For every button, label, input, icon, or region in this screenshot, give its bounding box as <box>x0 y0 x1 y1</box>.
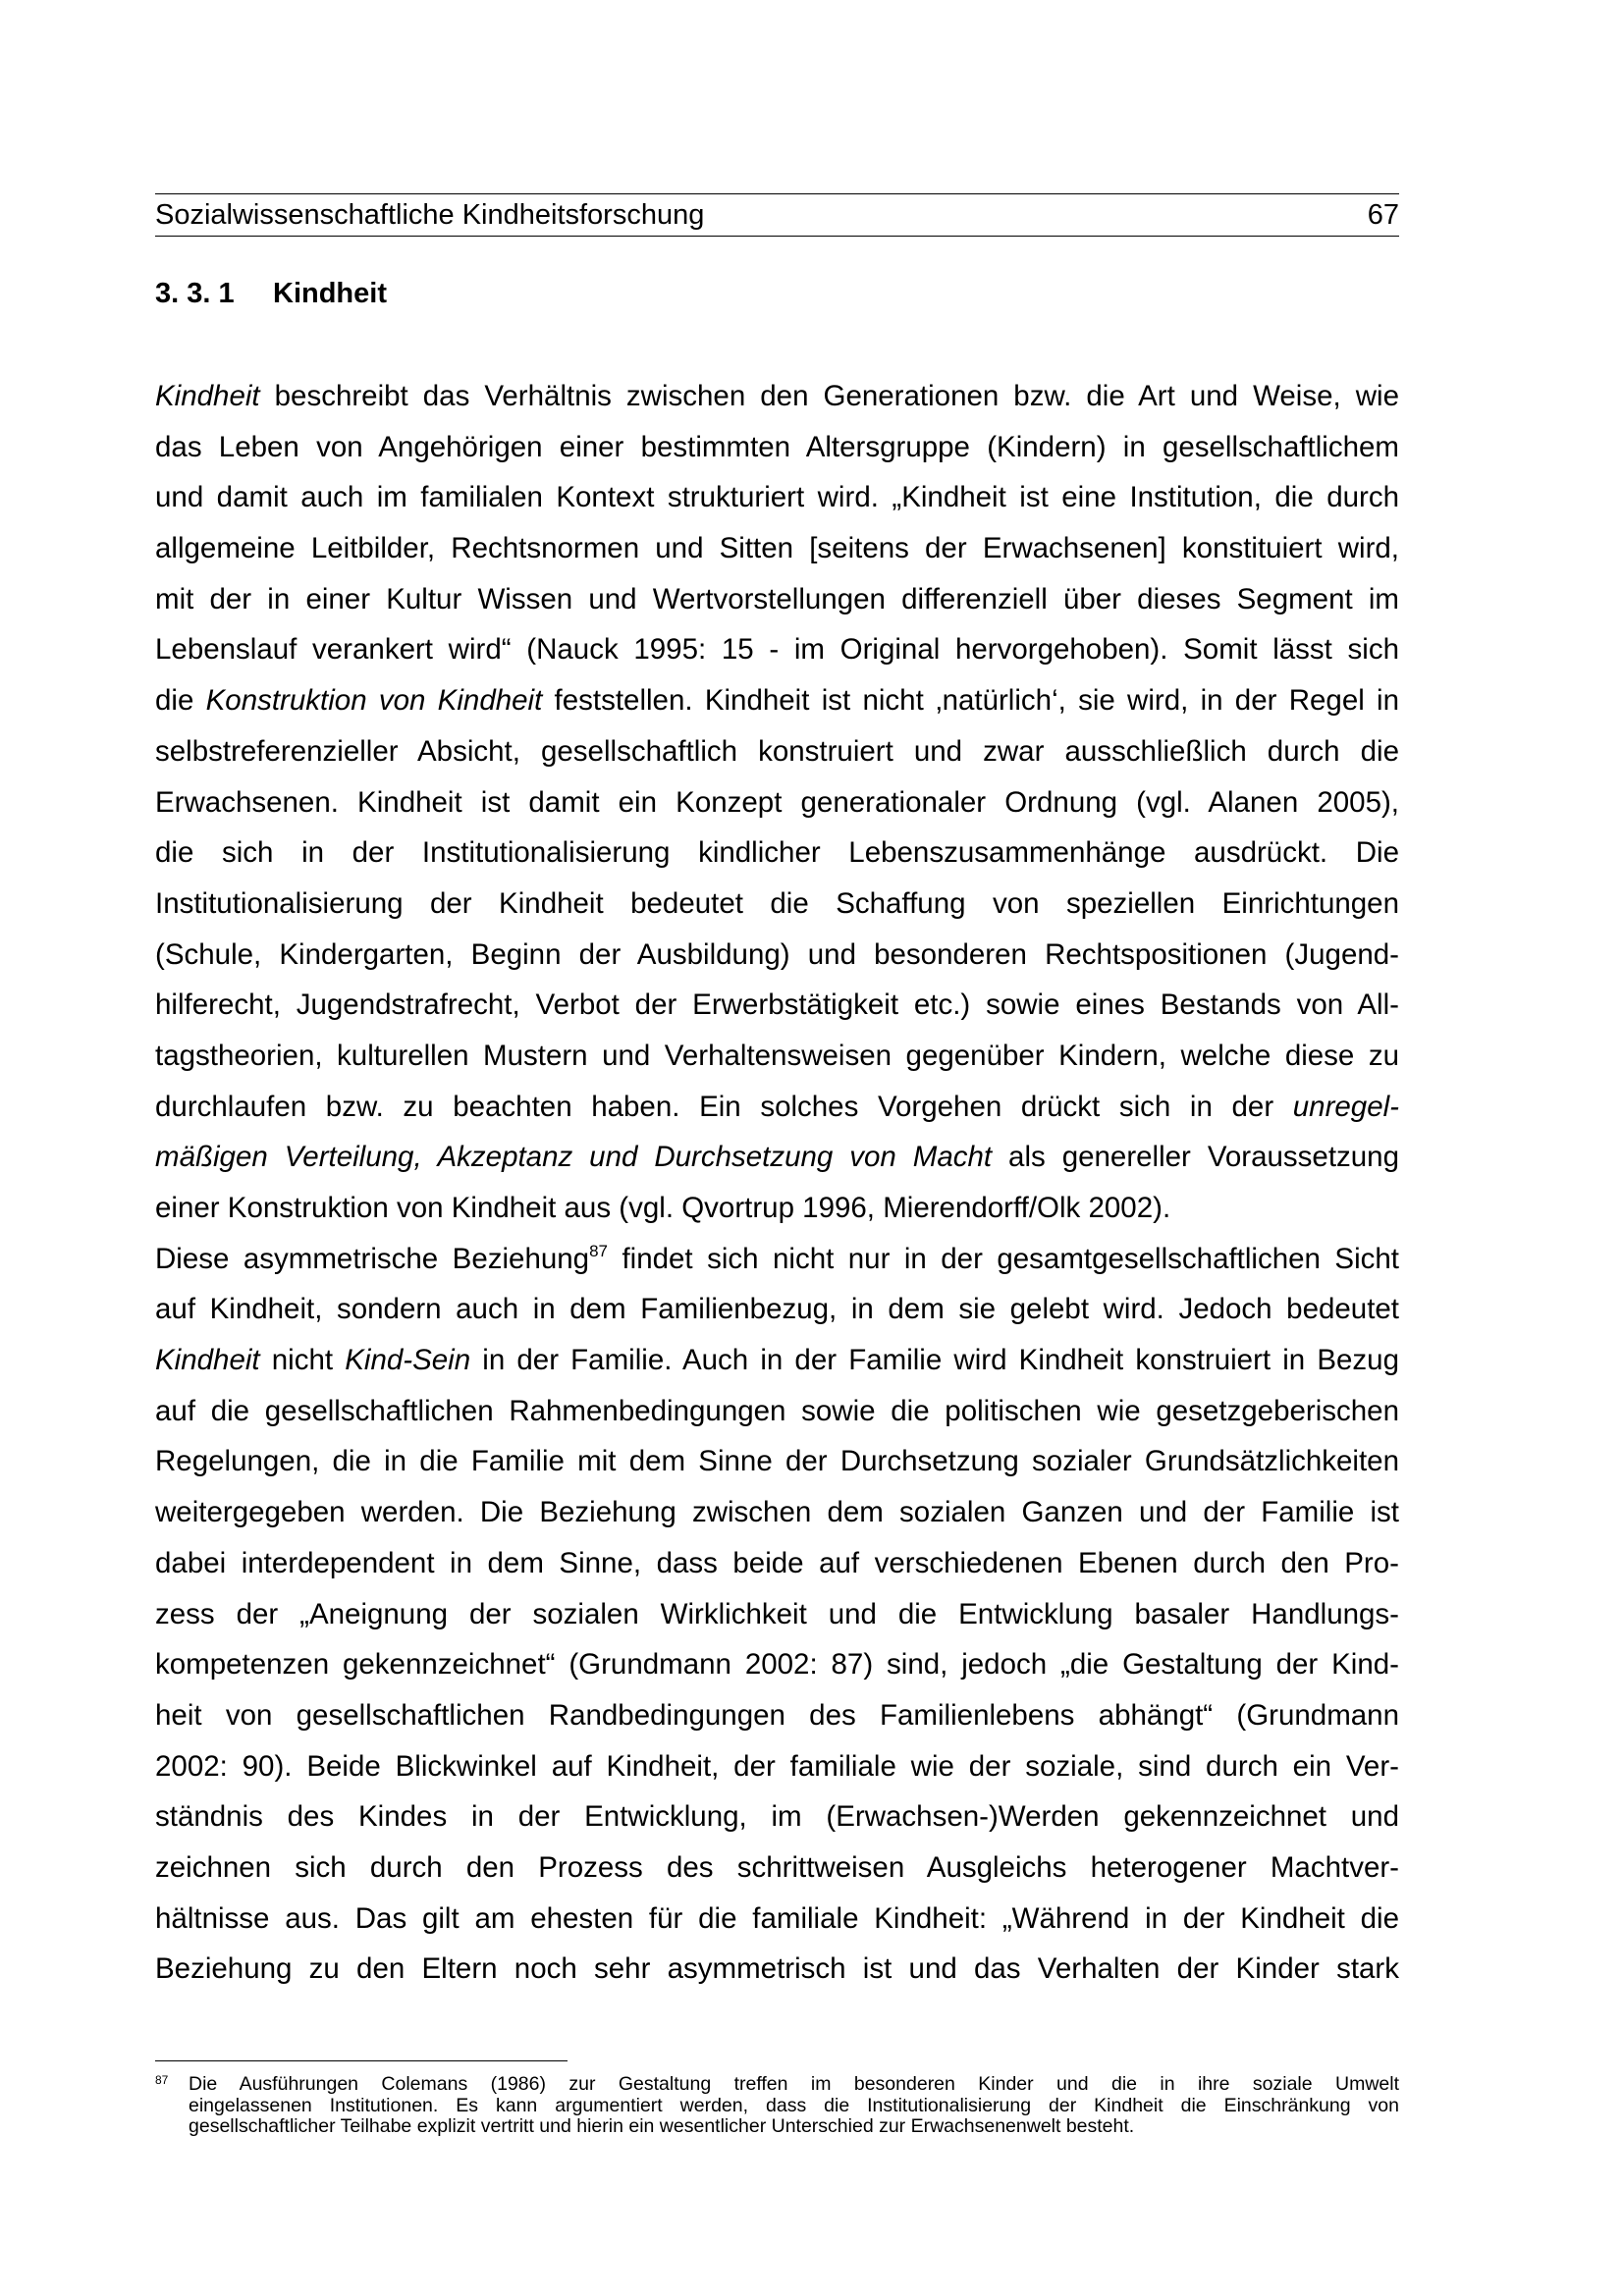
text-line: hilferecht, Jugendstrafrecht, Verbot der Erwerbstätigkeit etc.) sowie eines Bestands von All- <box>155 988 1399 1022</box>
footnote <box>155 2074 1399 2138</box>
text-line <box>155 1234 1399 1285</box>
text-line: Institutionalisierung der Kindheit bedeutet die Schaffung von speziellen Einrichtungen <box>155 886 1399 920</box>
text-line <box>155 1132 1399 1183</box>
text-line: (Schule, Kindergarten, Beginn der Ausbildung) und besonderen Rechtspositionen (Jugend- <box>155 937 1399 971</box>
text-line: Regelungen, die in die Familie mit dem Sinne der Durchsetzung sozialer Grundsätzlichkeiten <box>155 1445 1399 1478</box>
text-line: tagstheorien, kulturellen Mustern und Verhaltensweisen gegenüber Kindern, welche diese zu <box>155 1039 1399 1072</box>
text-line <box>155 371 1399 422</box>
body-text <box>155 371 1399 1995</box>
italic-term: Kindheit <box>155 380 260 412</box>
text-line: hältnisse aus. Das gilt am ehesten für die familiale Kindheit: „Während in der Kindheit die <box>155 1901 1399 1935</box>
text-line: auf Kindheit, sondern auch in dem Familienbezug, in dem sie gelebt wird. Jedoch bedeutet <box>155 1293 1399 1326</box>
footnote-line: Die Ausführungen Colemans (1986) zur Gestaltung treffen im besonderen Kinder und die in ihre soziale Umwelt <box>189 2074 1399 2095</box>
text-line: 2002: 90). Beide Blickwinkel auf Kindheit, der familiale wie der soziale, sind durch ein Ver- <box>155 1749 1399 1783</box>
text-line: kompetenzen gekennzeichnet“ (Grundmann 2002: 87) sind, jedoch „die Gestaltung der Kind- <box>155 1648 1399 1682</box>
text-run: beschreibt das Verhältnis zwischen den Generationen bzw. die Art und Weise, wie <box>259 380 1399 412</box>
text-run: findet sich nicht nur in der gesamtgesellschaftlichen Sicht <box>608 1242 1399 1275</box>
text-line: zess der „Aneignung der sozialen Wirklichkeit und die Entwicklung basaler Handlungs- <box>155 1597 1399 1630</box>
italic-term: unregel- <box>1292 1090 1399 1123</box>
text-run: in der Familie. Auch in der Familie wird Kindheit konstruiert in Bezug <box>470 1344 1399 1377</box>
text-run: feststellen. Kindheit ist nicht ‚natürlich‘, sie wird, in der Regel in <box>542 684 1399 718</box>
text-line: weitergegeben werden. Die Beziehung zwischen dem sozialen Ganzen und der Familie ist <box>155 1496 1399 1529</box>
running-title: Sozialwissenschaftliche Kindheitsforschung <box>155 198 705 231</box>
text-line: und damit auch im familialen Kontext strukturiert wird. „Kindheit ist eine Institution, die durch <box>155 481 1399 514</box>
text-line: heit von gesellschaftlichen Randbedingungen des Familienlebens abhängt“ (Grundmann <box>155 1698 1399 1732</box>
footnote-reference[interactable]: 87 <box>589 1241 609 1260</box>
section-title: Kindheit <box>273 278 387 309</box>
footnote-line: gesellschaftlicher Teilhabe explizit vertritt und hierin ein wesentlicher Unterschied zur Erwachsenenwelt besteht. <box>189 2116 1135 2137</box>
page-number: 67 <box>1367 198 1399 231</box>
text-line <box>155 1335 1399 1386</box>
footnote-number: 87 <box>155 2073 169 2087</box>
text-line: mit der in einer Kultur Wissen und Wertvorstellungen differenziell über dieses Segment im <box>155 582 1399 615</box>
text-line: zeichnen sich durch den Prozess des schrittweisen Ausgleichs heterogener Machtver- <box>155 1850 1399 1884</box>
text-run: nicht <box>259 1344 346 1377</box>
text-run: Diese asymmetrische Beziehung <box>155 1242 590 1275</box>
text-run: als genereller Voraussetzung <box>992 1141 1399 1174</box>
footnote-separator <box>155 2060 568 2061</box>
text-line <box>155 1082 1399 1133</box>
italic-term: Kindheit <box>155 1344 260 1377</box>
italic-term: Konstruktion von Kindheit <box>205 684 543 718</box>
text-line: auf die gesellschaftlichen Rahmenbedingungen sowie die politischen wie gesetzgeberischen <box>155 1394 1399 1427</box>
text-run: durchlaufen bzw. zu beachten haben. Ein solches Vorgehen drückt sich in der <box>155 1090 1293 1123</box>
text-line: das Leben von Angehörigen einer bestimmten Altersgruppe (Kindern) in gesellschaftlichem <box>155 430 1399 463</box>
footnote-text <box>189 2074 1399 2138</box>
section-heading <box>155 278 387 310</box>
text-line: einer Konstruktion von Kindheit aus (vgl. Qvortrup 1996, Mierendorff/Olk 2002). <box>155 1192 1171 1224</box>
text-line: Lebenslauf verankert wird“ (Nauck 1995: 15 - im Original hervorgehoben). Somit lässt sich <box>155 633 1399 667</box>
footnote-line: eingelassenen Institutionen. Es kann argumentiert werden, dass die Institutionalisierung der Kindheit die Einschränkung von <box>189 2095 1399 2116</box>
italic-term: mäßigen Verteilung, Akzeptanz und Durchsetzung von Macht <box>155 1141 993 1174</box>
text-line: dabei interdependent in dem Sinne, dass beide auf verschiedenen Ebenen durch den Pro- <box>155 1546 1399 1579</box>
text-line: allgemeine Leitbilder, Rechtsnormen und Sitten [seitens der Erwachsenen] konstituiert wird, <box>155 532 1399 565</box>
text-run: die <box>155 684 206 718</box>
italic-term: Kind-Sein <box>345 1344 471 1377</box>
running-header <box>155 193 1399 237</box>
text-line: ständnis des Kindes in der Entwicklung, im (Erwachsen-)Werden gekennzeichnet und <box>155 1800 1399 1834</box>
text-line: Beziehung zu den Eltern noch sehr asymmetrisch ist und das Verhalten der Kinder stark <box>155 1952 1399 1986</box>
text-line: die sich in der Institutionalisierung kindlicher Lebenszusammenhänge ausdrückt. Die <box>155 836 1399 870</box>
section-number: 3. 3. 1 <box>155 278 235 309</box>
text-line <box>155 675 1399 726</box>
text-line: selbstreferenzieller Absicht, gesellschaftlich konstruiert und zwar ausschließlich durch die <box>155 734 1399 768</box>
text-line: Erwachsenen. Kindheit ist damit ein Konzept generationaler Ordnung (vgl. Alanen 2005), <box>155 785 1399 819</box>
